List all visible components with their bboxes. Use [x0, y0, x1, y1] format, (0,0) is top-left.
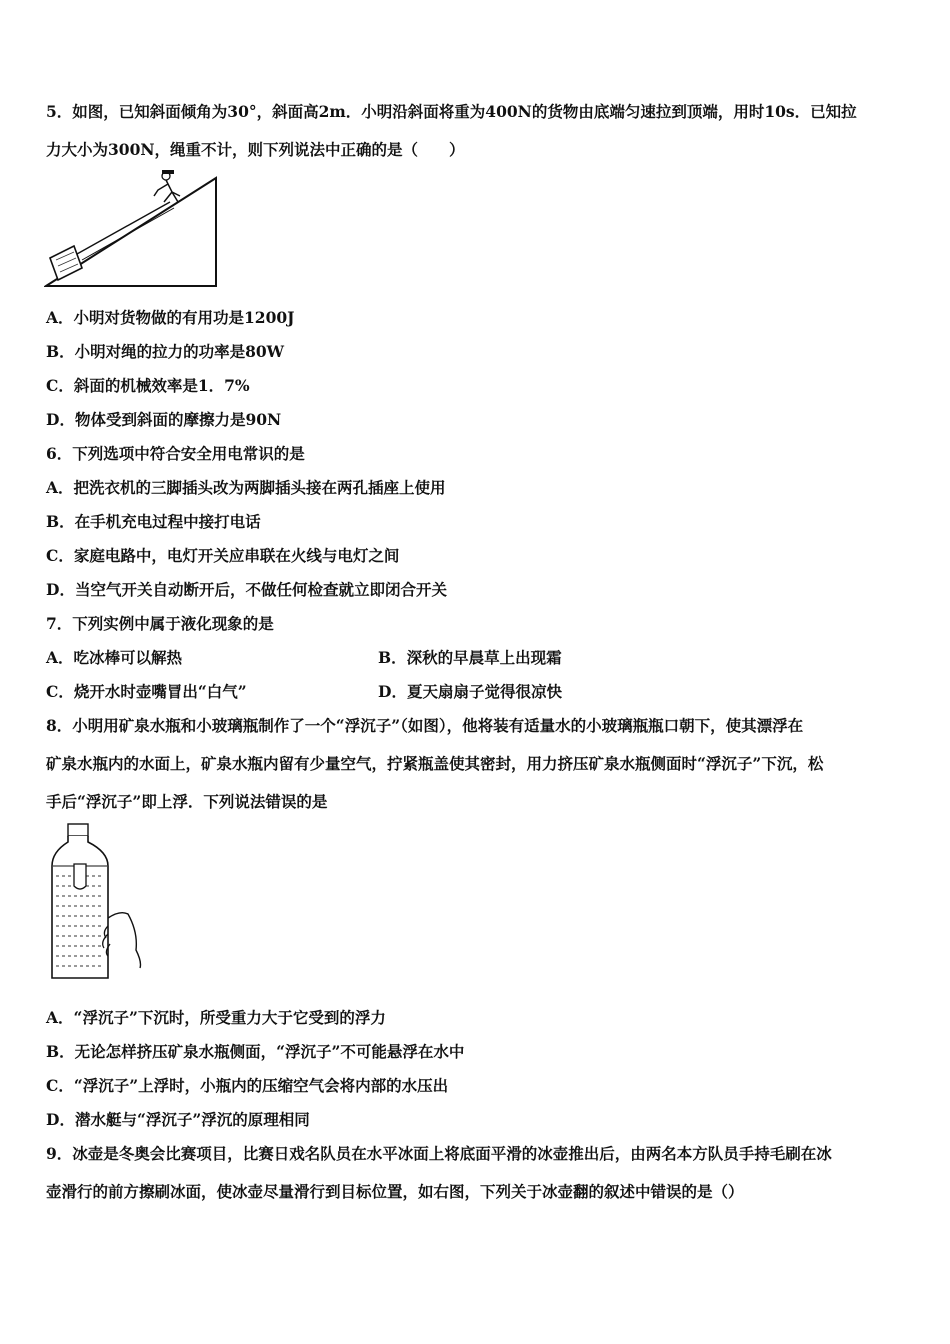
cargo-box: [50, 246, 82, 280]
small-glass-vial: [74, 864, 86, 889]
q5-option-d: D．物体受到斜面的摩擦力是90N: [46, 410, 282, 429]
q8-stem-line3: 手后“浮沉子”即上浮．下列说法错误的是: [46, 792, 328, 811]
rope-lower: [82, 208, 174, 260]
bottle-cap: [68, 824, 88, 836]
q8-option-b: B．无论怎样挤压矿泉水瓶侧面，“浮沉子”不可能悬浮在水中: [46, 1042, 465, 1061]
cartesian-diver-figure: [46, 822, 146, 984]
q5-option-a: A．小明对货物做的有用功是1200J: [46, 308, 295, 327]
q8-stem-line1: 8．小明用矿泉水瓶和小玻璃瓶制作了一个“浮沉子”（如图），他将装有适量水的小玻璃瓶瓶口朝下，使其漂浮在: [46, 716, 804, 735]
person-pulling: [154, 170, 180, 202]
q5-stem-line1: 5．如图，已知斜面倾角为30°，斜面高2m．小明沿斜面将重为400N的货物由底端匀速拉到顶端，用时10s．已知拉: [46, 102, 857, 121]
q9-stem-line2: 壶滑行的前方擦刷冰面，使冰壶尽量滑行到目标位置，如右图，下列关于冰壶翻的叙述中错误的是（）: [46, 1182, 744, 1201]
q7-option-b: B．深秋的早晨草上出现霜: [378, 648, 562, 667]
q9-stem-line1: 9．冰壶是冬奥会比赛项目，比赛日戏名队员在水平冰面上将底面平滑的冰壶推出后，由两名本方队员手持毛刷在冰: [46, 1144, 832, 1163]
q5-stem-line2: 力大小为300N，绳重不计，则下列说法中正确的是（ ）: [46, 140, 465, 159]
q8-option-c: C．“浮沉子”上浮时，小瓶内的压缩空气会将内部的水压出: [46, 1076, 449, 1095]
q7-stem: 7．下列实例中属于液化现象的是: [46, 614, 274, 633]
q6-option-c: C．家庭电路中，电灯开关应串联在火线与电灯之间: [46, 546, 400, 565]
bottle-body: [52, 836, 108, 978]
incline-figure: [44, 168, 224, 290]
q8-option-a: A．“浮沉子”下沉时，所受重力大于它受到的浮力: [46, 1008, 386, 1027]
q8-option-d: D．潜水艇与“浮沉子”浮沉的原理相同: [46, 1110, 310, 1129]
hand-outline: [108, 913, 141, 968]
q6-option-d: D．当空气开关自动断开后，不做任何检查就立即闭合开关: [46, 580, 447, 599]
q7-option-d: D．夏天扇扇子觉得很凉快: [378, 682, 562, 701]
q5-option-c: C．斜面的机械效率是1．7%: [46, 376, 250, 395]
q5-option-b: B．小明对绳的拉力的功率是80W: [46, 342, 285, 361]
q7-option-a: A．吃冰棒可以解热: [46, 648, 183, 667]
rope: [77, 202, 170, 254]
q6-stem: 6．下列选项中符合安全用电常识的是: [46, 444, 305, 463]
q6-option-a: A．把洗衣机的三脚插头改为两脚插头接在两孔插座上使用: [46, 478, 446, 497]
q8-stem-line2: 矿泉水瓶内的水面上，矿泉水瓶内留有少量空气，拧紧瓶盖使其密封，用力挤压矿泉水瓶侧面时“浮沉子”下沉，松: [46, 754, 824, 773]
q7-option-c: C．烧开水时壶嘴冒出“白气”: [46, 682, 247, 701]
q6-option-b: B．在手机充电过程中接打电话: [46, 512, 261, 531]
